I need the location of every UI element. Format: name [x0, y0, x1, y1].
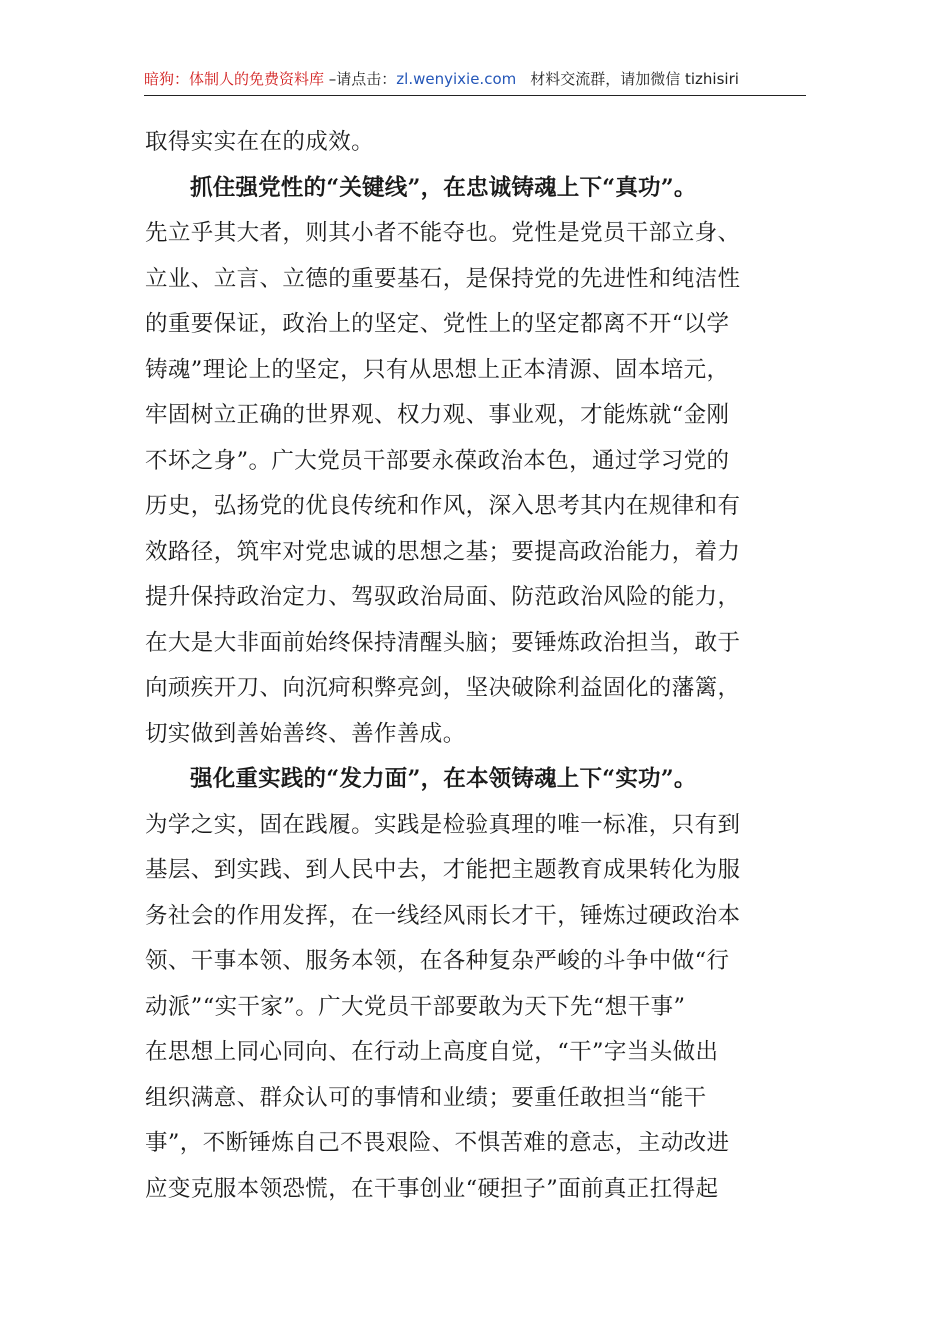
body-text-line: 领、干事本领、服务本领，在各种复杂严峻的斗争中做“行: [145, 948, 730, 974]
body-text-line: 提升保持政治定力、驾驭政治局面、防范政治风险的能力，: [145, 584, 741, 610]
body-text-line: 切实做到善始善终、善作善成。: [145, 720, 466, 747]
body-text-line: 应变克服本领恐慌，在干事创业“硬担子”面前真正扛得起: [145, 1175, 719, 1202]
document-body: [145, 120, 809, 1212]
body-text-line: 不坏之身”。广大党员干部要永葆政治本色，通过学习党的: [145, 447, 730, 474]
page-header: [144, 66, 806, 92]
body-text-line: 立业、立言、立德的重要基石，是保持党的先进性和纯洁性: [145, 265, 741, 292]
body-text-line: 牢固树立正确的世界观、权力观、事业观，才能炼就“金刚: [145, 402, 730, 428]
header-brand: 暗狗：体制人的免费资料库: [144, 70, 325, 88]
body-text-line: 先立乎其大者，则其小者不能夺也。党性是党员干部立身、: [145, 220, 741, 246]
body-text-line: 在大是大非面前始终保持清醒头脑；要锤炼政治担当，敢于: [145, 629, 741, 656]
header-group-info: 材料交流群，请加微信 tizhisiri: [530, 70, 739, 88]
section-heading: 抓住强党性的“关键线”，在忠诚铸魂上下“真功”。: [190, 174, 697, 201]
header-separator: –请点击：: [324, 70, 397, 88]
body-text-line: 效路径，筑牢对党忠诚的思想之基；要提高政治能力，着力: [145, 538, 741, 565]
body-text-line: 务社会的作用发挥，在一线经风雨长才干，锤炼过硬政治本: [145, 902, 741, 929]
section-heading: 强化重实践的“发力面”，在本领铸魂上下“实功”。: [190, 766, 697, 792]
body-text-line: 向顽疾开刀、向沉疴积弊亮剑，坚决破除利益固化的藩篱，: [145, 675, 741, 701]
body-text-line: 铸魂”理论上的坚定，只有从思想上正本清源、固本培元，: [145, 356, 730, 383]
body-text-line: 为学之实，固在践履。实践是检验真理的唯一标准，只有到: [145, 811, 741, 838]
body-text-line: 的重要保证，政治上的坚定、党性上的坚定都离不开“以学: [145, 311, 730, 337]
header-link[interactable]: zl.wenyixie.com: [396, 70, 517, 88]
header-divider: [144, 95, 806, 96]
body-text-line: 历史，弘扬党的优良传统和作风，深入思考其内在规律和有: [145, 493, 741, 519]
body-text-line: 事”，不断锤炼自己不畏艰险、不惧苦难的意志，主动改进: [145, 1130, 730, 1156]
body-text-line: 基层、到实践、到人民中去，才能把主题教育成果转化为服: [145, 857, 741, 883]
body-text-line: 在思想上同心同向、在行动上高度自觉，“干”字当头做出: [145, 1039, 719, 1065]
body-text-line: 组织满意、群众认可的事情和业绩；要重任敢担当“能干: [145, 1084, 707, 1111]
body-text-line: 动派”“实干家”。广大党员干部要敢为天下先“想干事”: [145, 993, 686, 1020]
body-text-line: 取得实实在在的成效。: [145, 129, 375, 155]
